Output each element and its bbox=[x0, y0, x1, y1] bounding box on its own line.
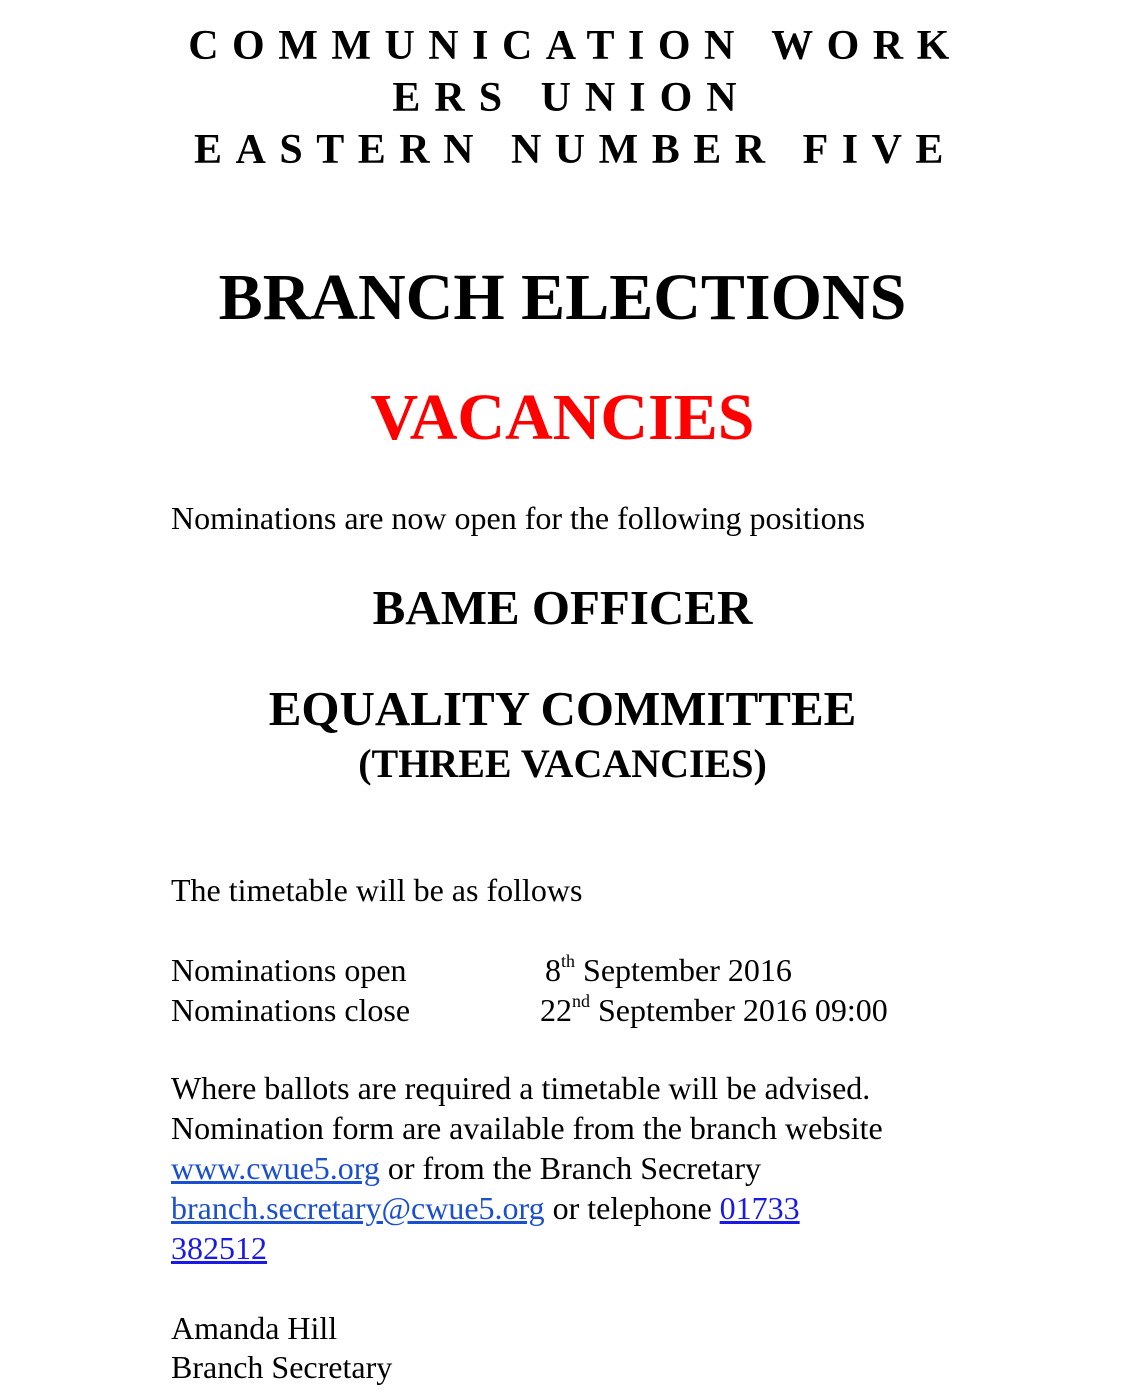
date-rest: September 2016 bbox=[575, 952, 792, 988]
date-day: 22 bbox=[540, 992, 572, 1028]
page-title: BRANCH ELECTIONS bbox=[218, 261, 907, 334]
position-equality-committee: EQUALITY COMMITTEE bbox=[268, 681, 857, 736]
union-name-line-1: COMMUNICATION WORK bbox=[188, 23, 963, 69]
position-bame-officer: BAME OFFICER bbox=[372, 580, 753, 635]
timetable-label: Nominations close bbox=[171, 992, 411, 1028]
contact-line bbox=[171, 1188, 800, 1228]
phone-line bbox=[171, 1228, 267, 1268]
timetable-row-close bbox=[171, 990, 971, 1030]
website-link[interactable]: www.cwue5.org bbox=[171, 1150, 380, 1186]
date-suffix: th bbox=[561, 951, 576, 971]
website-line-text: or from the Branch Secretary bbox=[379, 1150, 762, 1186]
signatory-title: Branch Secretary bbox=[171, 1349, 393, 1385]
website-line bbox=[171, 1148, 761, 1188]
date-rest: September 2016 09:00 bbox=[590, 992, 888, 1028]
date-day: 8 bbox=[545, 952, 561, 988]
timetable-row-open bbox=[171, 950, 971, 990]
timetable-date bbox=[545, 950, 792, 990]
date-suffix: nd bbox=[572, 991, 590, 1011]
phone-link-part-1[interactable]: 01733 bbox=[719, 1190, 800, 1226]
nominations-intro: Nominations are now open for the following positions bbox=[171, 500, 866, 536]
phone-link-part-2[interactable]: 382512 bbox=[171, 1230, 267, 1266]
email-link[interactable]: branch.secretary@cwue5.org bbox=[171, 1190, 545, 1226]
timetable-label: Nominations open bbox=[171, 952, 407, 988]
union-name-line-2: ERS UNION bbox=[392, 75, 751, 121]
timetable-intro: The timetable will be as follows bbox=[171, 872, 583, 908]
nomination-form-info: Nomination form are available from the branch website bbox=[171, 1110, 883, 1146]
vacancies-heading: VACANCIES bbox=[370, 381, 755, 454]
contact-line-text: or telephone bbox=[544, 1190, 720, 1226]
union-name-line-3: EASTERN NUMBER FIVE bbox=[194, 127, 957, 173]
timetable-date bbox=[540, 990, 888, 1030]
ballot-info: Where ballots are required a timetable will be advised. bbox=[171, 1070, 871, 1106]
signatory-name: Amanda Hill bbox=[171, 1310, 338, 1346]
position-vacancy-count: (THREE VACANCIES) bbox=[358, 741, 767, 786]
